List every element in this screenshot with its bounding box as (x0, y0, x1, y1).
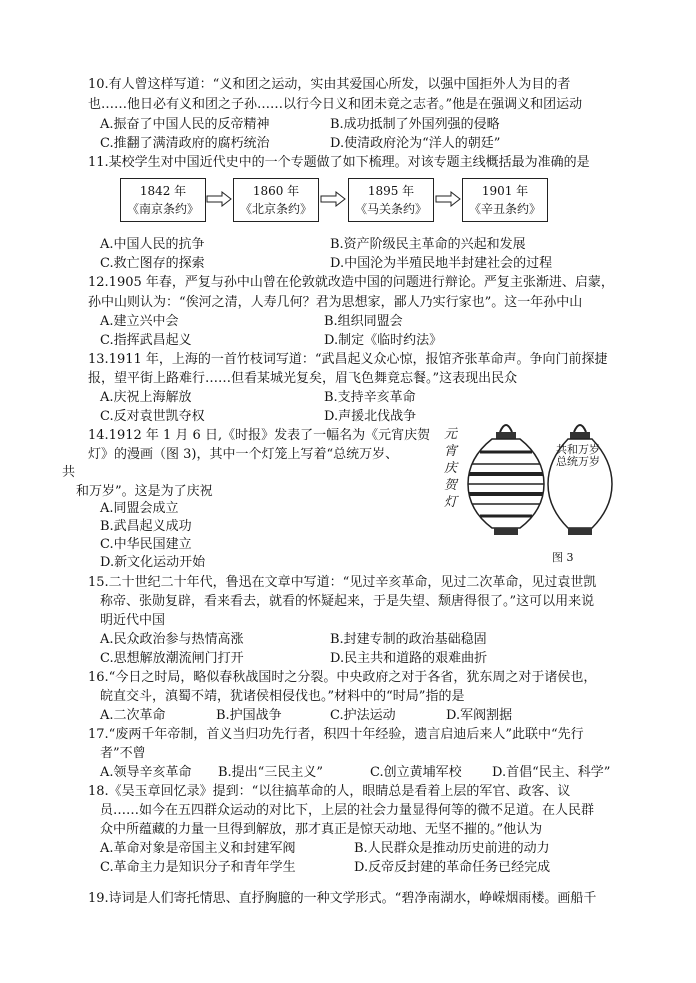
q16-option-d: D.军阀割据 (446, 708, 513, 723)
q11-flow-treaty-4: 《辛丑条约》 (468, 202, 541, 216)
q13-stem-line2: 报，望平街上路难行……但看某城光复矣，眉飞色舞竟忘餐。”这表现出民众 (88, 371, 518, 386)
q14-stem-line1: 14.1912 年 1 月 6 日,《时报》发表了一幅名为《元宵庆贺 (88, 428, 431, 443)
q13-option-c: C.反对袁世凯夺权 (100, 409, 205, 424)
flow-arrow-icon (320, 191, 346, 207)
q15-stem-line3: 明近代中国 (100, 613, 166, 628)
q11-flow-treaty-3: 《马关条约》 (354, 202, 427, 216)
q14-option-b: B.武昌起义成功 (100, 519, 192, 534)
q17-option-a: A.领导辛亥革命 (100, 765, 192, 780)
lantern-left (468, 425, 544, 535)
q11-flow-box-3 (348, 178, 434, 222)
q17-option-c: C.创立黄埔军校 (370, 765, 462, 780)
q15-stem-line2: 称帝、张勋复辟，看来看去，就看的怀疑起来，于是失望、颓唐得很了。”这可以用来说 (100, 594, 595, 609)
q17-option-d: D.首倡“民主、科学” (492, 765, 611, 780)
q11-flow-treaty-1: 《南京条约》 (126, 202, 199, 216)
q12-stem-line2: 孙中山则认为：“俟河之清，人寿几何？君为思想家，鄙人乃实行家也”。这一年孙中山 (88, 295, 583, 310)
q12-stem-line1: 12.1905 年春，严复与孙中山曾在伦敦就改造中国的问题进行辩论。严复主张渐进、启蒙， (88, 275, 614, 290)
q14-stem-line2: 灯》的漫画（图 3)，其中一个灯笼上写着“总统万岁、 (88, 447, 399, 462)
q18-stem-line3: 众中所蕴藏的力量一旦得到解放，那才真正是惊天动地、无坚不摧的。”他认为 (100, 822, 543, 837)
figure-caption: 图 3 (552, 551, 574, 564)
q14-option-c: C.中华民国建立 (100, 537, 192, 552)
q17-option-b: B.提出“三民主义” (218, 765, 323, 780)
q14-stem-line4: 和万岁”。这是为了庆祝 (76, 484, 213, 499)
q11-flow-box-4 (462, 178, 548, 222)
flow-arrow-icon (206, 191, 232, 207)
q11-flow-year-1: 1842 年 (139, 184, 187, 198)
flow-arrow-icon (435, 191, 461, 207)
q10-stem-line2: 也……他日必有义和团之子孙……以行今日义和团未竟之志者。”他是在强调义和团运动 (88, 97, 583, 112)
q16-stem-line1: 16.“今日之时局，略似春秋战国时之分裂。中央政府之对于各省，犹东周之对于诸侯也， (88, 670, 597, 685)
lantern-right-caption: 共和万岁 总统万岁 (556, 443, 600, 468)
q10-option-a: A.振奋了中国人民的反帝精神 (100, 117, 270, 132)
q17-stem-line1: 17.“废两千年帝制，首义当归功先行者，积四十年经验，遗言启迪后来人”此联中“先行 (88, 727, 584, 742)
q15-option-d: D.民主共和道路的艰难曲折 (330, 651, 488, 666)
q11-option-b: B.资产阶级民主革命的兴起和发展 (330, 237, 526, 252)
q16-option-b: B.护国战争 (216, 708, 282, 723)
q15-option-c: C.思想解放潮流闸门打开 (100, 651, 244, 666)
q14-option-d: D.新文化运动开始 (100, 555, 206, 570)
q18-stem-line2: 员……如今在五四群众运动的对比下，上层的社会力量显得何等的微不足道。在人民群 (100, 803, 595, 818)
q10-option-d: D.使清政府沦为“洋人的朝廷” (330, 136, 501, 151)
q17-stem-line2: 者”不曾 (100, 746, 146, 761)
q10-stem-line1: 10.有人曾这样写道：“义和团之运动，实由其爱国心所发，以强中国拒外人为目的者 (88, 77, 571, 92)
q18-option-a: A.革命对象是帝国主义和封建军阀 (100, 841, 296, 856)
q13-option-a: A.庆祝上海解放 (100, 390, 192, 405)
q14-stem-line3: 共 (62, 465, 76, 480)
q11-flow-box-1 (120, 178, 206, 222)
lantern-right (548, 425, 612, 535)
q11-option-a: A.中国人民的抗争 (100, 237, 205, 252)
q13-stem-line1: 13.1911 年，上海的一首竹枝词写道：“武昌起义众心惊，报馆齐张革命声。争向门前探捷 (88, 352, 608, 367)
q11-flow-year-3: 1895 年 (367, 184, 415, 198)
q12-option-b: B.组织同盟会 (324, 314, 403, 329)
q13-option-d: D.声援北伐战争 (324, 409, 417, 424)
q18-option-b: B.人民群众是推动历史前进的动力 (354, 841, 550, 856)
lantern-figure (432, 418, 628, 548)
q18-option-c: C.革命主力是知识分子和青年学生 (100, 860, 296, 875)
q16-stem-line2: 皖直交斗，滇蜀不靖，犹诸侯相侵伐也。”材料中的“时局”指的是 (100, 689, 465, 704)
q18-stem-line1: 18.《吴玉章回忆录》提到：“以往搞革命的人，眼睛总是看着上层的军官、政客、议 (88, 784, 571, 799)
q15-option-a: A.民众政治参与热情高涨 (100, 632, 244, 647)
q12-option-a: A.建立兴中会 (100, 314, 179, 329)
q11-stem-line1: 11.某校学生对中国近代史中的一个专题做了如下梳理。对该专题主线概括最为准确的是 (88, 155, 590, 170)
q11-flow-year-4: 1901 年 (481, 184, 529, 198)
q11-option-d: D.中国沦为半殖民地半封建社会的过程 (330, 256, 553, 271)
q11-flow-treaty-2: 《北京条约》 (239, 202, 312, 216)
q11-flow-box-2 (233, 178, 319, 222)
q12-option-c: C.指挥武昌起义 (100, 333, 192, 348)
q13-option-b: B.支持辛亥革命 (324, 390, 416, 405)
q16-option-a: A.二次革命 (100, 708, 166, 723)
lantern-left-caption: 元宵庆贺灯 (444, 427, 458, 510)
q10-option-b: B.成功抵制了外国列强的侵略 (330, 117, 500, 132)
q10-option-c: C.推翻了满清政府的腐朽统治 (100, 136, 270, 151)
q15-stem-line1: 15.二十世纪二十年代，鲁迅在文章中写道：“见过辛亥革命，见过二次革命，见过袁世凯 (88, 575, 597, 590)
q19-stem-line1: 19.诗词是人们寄托情思、直抒胸臆的一种文学形式。“碧净南湖水，峥嵘烟雨楼。画船千 (88, 891, 597, 906)
q12-option-d: D.制定《临时约法》 (324, 333, 443, 348)
q16-option-c: C.护法运动 (330, 708, 396, 723)
q14-option-a: A.同盟会成立 (100, 501, 179, 516)
q11-flow-year-2: 1860 年 (252, 184, 300, 198)
q18-option-d: D.反帝反封建的革命任务已经完成 (354, 860, 551, 875)
q15-option-b: B.封建专制的政治基础稳固 (330, 632, 487, 647)
q11-option-c: C.救亡图存的探索 (100, 256, 205, 271)
